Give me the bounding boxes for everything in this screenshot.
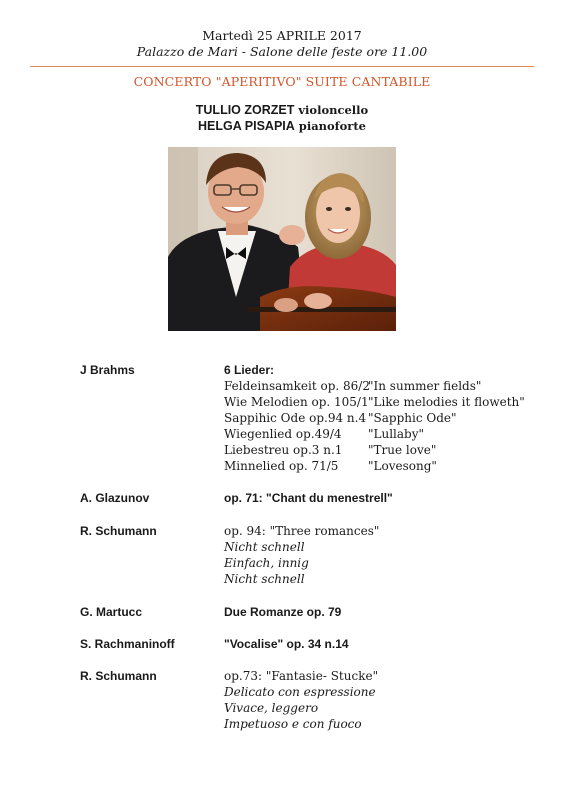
movement: Nicht schnell <box>224 572 305 586</box>
schumann-2-work: op.73: "Fantasie- Stucke" <box>224 669 379 683</box>
composer-rachmaninoff: S. Rachmaninoff <box>80 637 175 651</box>
song-title: Wie Melodien op. 105/1 <box>224 395 369 409</box>
performer-2 <box>0 118 564 133</box>
movement: Einfach, innig <box>224 556 309 570</box>
song-title: Sappihic Ode op.94 n.4 <box>224 411 367 425</box>
martucc-work: Due Romanze op. 79 <box>224 605 342 619</box>
song-title: Feldeinsamkeit op. 86/2 <box>224 379 370 393</box>
song-translation: "Lovesong" <box>368 459 437 473</box>
movement: Impetuoso e con fuoco <box>224 717 362 731</box>
composer-glazunov: A. Glazunov <box>80 491 150 505</box>
schumann-work: op. 94: "Three romances" <box>224 524 380 538</box>
song-translation: "True love" <box>368 443 437 457</box>
movement: Nicht schnell <box>224 540 305 554</box>
performer-name: TULLIO ZORZET <box>195 103 295 117</box>
glazunov-work: op. 71: "Chant du menestrell" <box>224 491 393 505</box>
brahms-heading: 6 Lieder: <box>224 363 275 377</box>
performer-1 <box>0 102 564 117</box>
song-translation: "Sapphic Ode" <box>368 411 457 425</box>
composer-martucc: G. Martucc <box>80 605 143 619</box>
song-title: Liebestreu op.3 n.1 <box>224 443 343 457</box>
composer-brahms: J Brahms <box>80 363 135 377</box>
song-translation: "In summer fields" <box>368 379 482 393</box>
performer-name: HELGA PISAPIA <box>198 119 295 133</box>
composer-schumann-2: R. Schumann <box>80 669 157 683</box>
song-title: Minnelied op. 71/5 <box>224 459 339 473</box>
song-translation: "Like melodies it floweth" <box>368 395 525 409</box>
concert-title: CONCERTO "APERITIVO" SUITE CANTABILE <box>133 74 431 89</box>
concert-date: Martedì 25 APRILE 2017 <box>202 28 362 43</box>
rachmaninoff-work: "Vocalise" op. 34 n.14 <box>224 637 349 651</box>
song-translation: "Lullaby" <box>368 427 425 441</box>
song-title: Wiegenlied op.49/4 <box>224 427 342 441</box>
header-divider <box>30 66 534 67</box>
movement: Vivace, leggero <box>224 701 319 715</box>
concert-venue: Palazzo de Mari - Salone delle feste ore 11.00 <box>136 44 428 59</box>
performers-photo <box>168 147 396 331</box>
performer-instrument: violoncello <box>298 103 369 117</box>
movement: Delicato con espressione <box>224 685 376 699</box>
composer-schumann: R. Schumann <box>80 524 157 538</box>
performer-instrument: pianoforte <box>298 119 366 133</box>
